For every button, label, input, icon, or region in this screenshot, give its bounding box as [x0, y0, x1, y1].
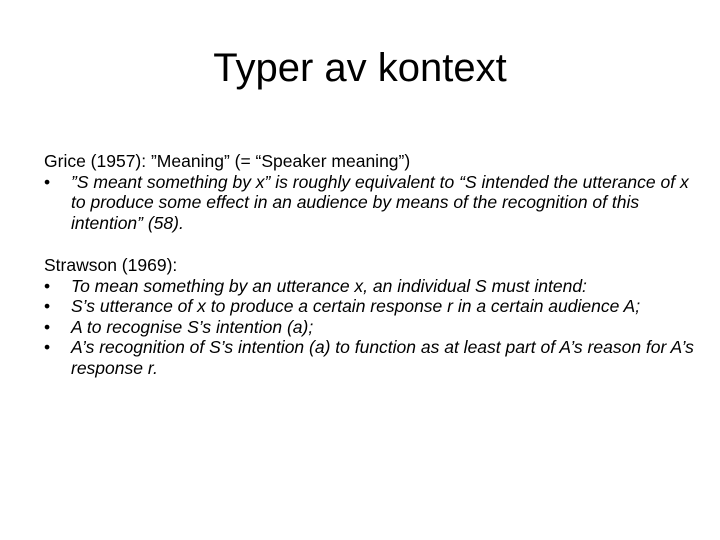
section-spacer: [44, 233, 694, 255]
section-heading-strawson: Strawson (1969):: [44, 255, 178, 275]
section-grice: [44, 151, 694, 233]
section-strawson: [44, 255, 694, 378]
bullet-item: [44, 317, 694, 338]
bullet-text: S’s utterance of x to produce a certain response r in a certain audience A;: [71, 296, 641, 316]
bullet-icon: •: [44, 275, 51, 296]
bullet-text: A’s recognition of S’s intention (a) to function as at least part of A’s reason for A’s response r.: [71, 337, 694, 378]
bullet-item: [44, 172, 694, 234]
slide-body: [44, 151, 694, 378]
bullet-icon: •: [44, 337, 51, 357]
bullet-icon: •: [44, 171, 51, 192]
bullet-icon: •: [44, 296, 51, 316]
bullet-text: To mean something by an utterance x, an individual S must intend:: [71, 275, 587, 296]
slide-title: Typer av kontext: [213, 46, 507, 90]
bullet-item: [44, 276, 694, 297]
bullet-list-grice: [44, 172, 694, 234]
bullet-icon: •: [44, 316, 51, 337]
bullet-list-strawson: [44, 276, 694, 379]
section-heading-grice: Grice (1957): ”Meaning” (= “Speaker meaning”): [44, 151, 411, 171]
bullet-text: ”S meant something by x” is roughly equivalent to “S intended the utterance of x to produce some effect in an audience by means of the recognition of this intention” (58).: [71, 171, 689, 233]
bullet-item: [44, 337, 694, 378]
bullet-item: [44, 296, 694, 317]
bullet-text: A to recognise S’s intention (a);: [71, 316, 314, 337]
